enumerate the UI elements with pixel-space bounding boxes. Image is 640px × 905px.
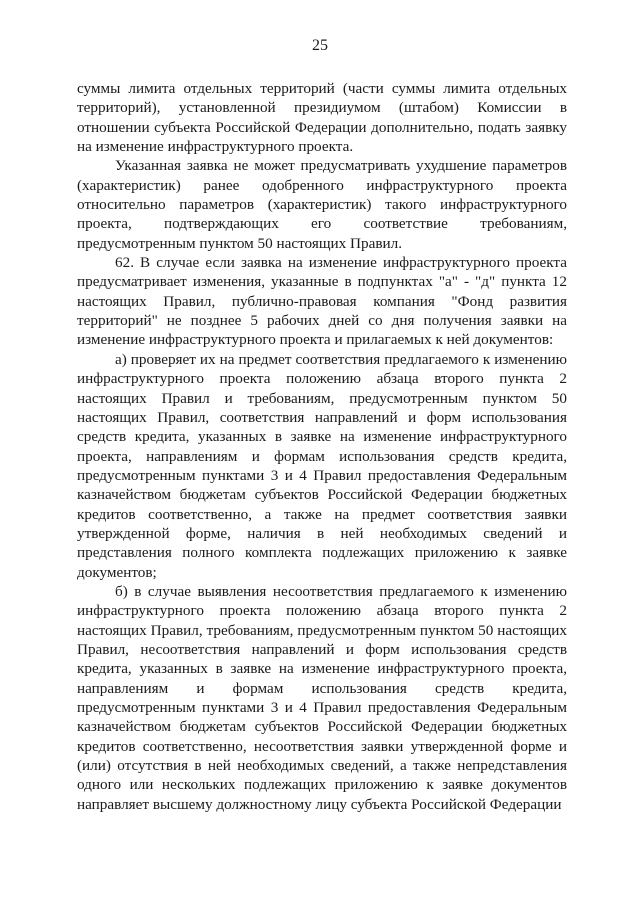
paragraph-continuation: суммы лимита отдельных территорий (части суммы лимита отдельных территорий), установленной президиумом (штабом) Комиссии в отношении субъекта Российской Федерации дополнительно, подать заявку на изменение инфраструктурного проекта. [77, 80, 567, 156]
paragraph-item-62: 62. В случае если заявка на изменение инфраструктурного проекта предусматривает изменения, указанные в подпунктах "а" - "д" пункта 12 настоящих Правил, публично-правовая компания "Фонд развития территорий" не позднее 5 рабочих дней со дня получения заявки на изменение инфраструктурного проекта и прилагаемых к ней документов: [77, 254, 567, 349]
paragraph-subitem-b: б) в случае выявления несоответствия предлагаемого к изменению инфраструктурного проекта положению абзаца второго пункта 2 настоящих Правил, требованиям, предусмотренным пунктом 50 настоящих Правил, несоответствия направлений и форм использования средств кредита, указанных в заявке на изменение инфраструктурного проекта, направлениям и формам использования средств кредита, предусмотренным пунктами 3 и 4 Правил предоставления Федеральным казначейством бюджетам субъектов Российской Федерации бюджетных кредитов соответственно, несоответствия заявки утвержденной форме и (или) отсутствия в ней необходимых сведений, а также непредставления одного или нескольких подлежащих приложению к заявке документов направляет высшему должностному лицу субъекта Российской Федерации [77, 582, 567, 813]
document-body [77, 79, 567, 814]
page-number: 25 [312, 37, 328, 54]
paragraph-subitem-a: а) проверяет их на предмет соответствия предлагаемого к изменению инфраструктурного проекта положению абзаца второго пункта 2 настоящих Правил и требованиям, предусмотренным пунктом 50 настоящих Правил, соответствия направлений и форм использования средств кредита, указанных в заявке на изменение инфраструктурного проекта, направлениям и формам использования средств кредита, предусмотренным пунктами 3 и 4 Правил предоставления Федеральным казначейством бюджетам субъектов Российской Федерации бюджетных кредитов соответственно, а также на предмет соответствия заявки утвержденной форме, наличия в ней необходимых сведений и представления полного комплекта подлежащих приложению к заявке документов; [77, 350, 567, 581]
paragraph-application-restriction: Указанная заявка не может предусматривать ухудшение параметров (характеристик) ранее одобренного инфраструктурного проекта относительно параметров (характеристик) такого инфраструктурного проекта, подтверждающих его соответствие требованиям, предусмотренным пунктом 50 настоящих Правил. [77, 157, 567, 252]
